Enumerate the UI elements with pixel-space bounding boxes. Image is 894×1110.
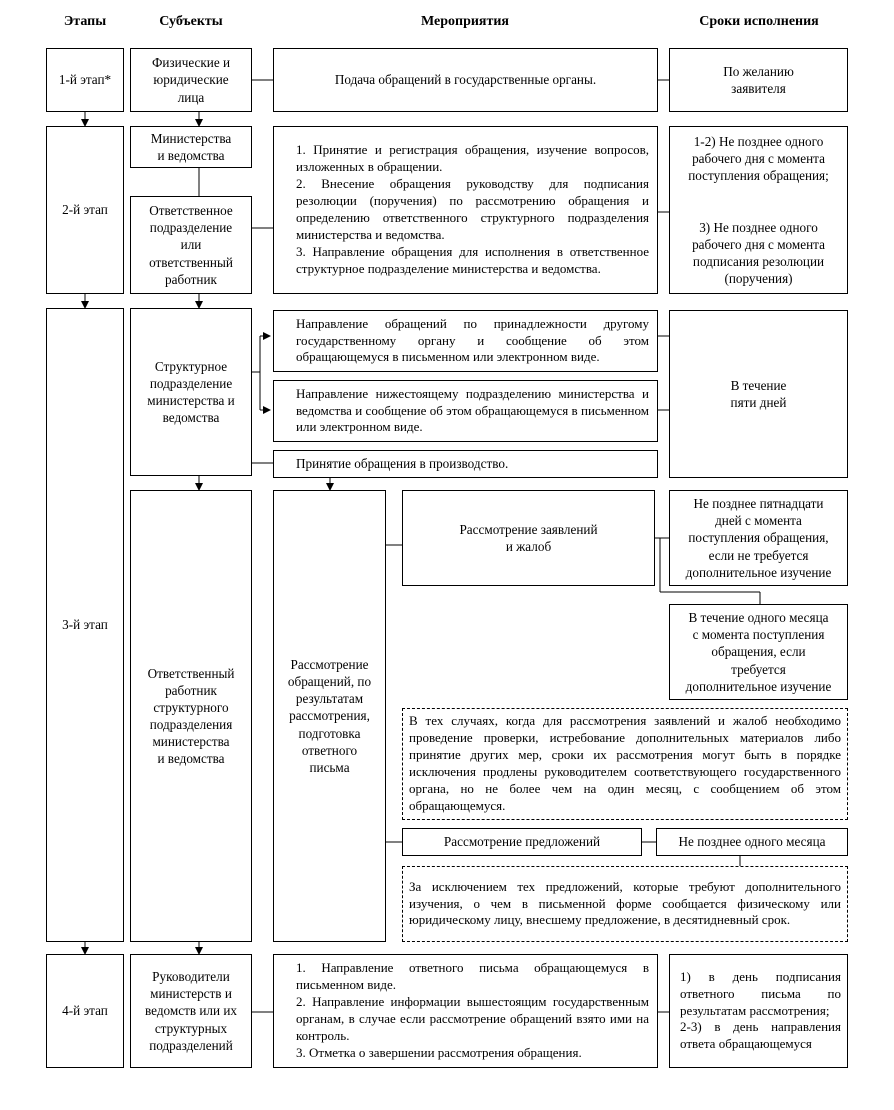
deadline-one-month-study: В течение одного месяца с момента поступления обращения, если требуется дополнительное изучение xyxy=(669,604,848,700)
deadline-five-days: В течение пяти дней xyxy=(669,310,848,478)
header-activities: Мероприятия xyxy=(420,14,510,29)
activity-send-reply: 1. Направление ответного письма обращающемуся в письменном виде. 2. Направление информации вышестоящим государственным органам, в случае если рассмотрение обращений взято ими на контроль. 3. Отметка о завершении рассмотрения обращения. xyxy=(273,954,658,1068)
subject-individuals: Физические и юридические лица xyxy=(130,48,252,112)
deadline-reply-day: 1) в день подписания ответного письма по результатам рассмотрения; 2-3) в день направления ответа обращающемуся xyxy=(669,954,848,1068)
activity-review-complaints: Рассмотрение заявлений и жалоб xyxy=(402,490,655,586)
stage-3: 3-й этап xyxy=(46,308,124,942)
header-subjects: Субъекты xyxy=(159,14,223,29)
activity-redirect-other-body: Направление обращений по принадлежности другому государственному органу и сообщение об этом обращающемуся в письменном или электронном виде. xyxy=(273,310,658,372)
deadline-applicant-wish: По желанию заявителя xyxy=(669,48,848,112)
header-stages: Этапы xyxy=(63,14,107,29)
activity-extension-note: В тех случаях, когда для рассмотрения заявлений и жалоб необходимо проведение проверки, истребование дополнительных материалов либо принятие других мер, сроки их рассмотрения могут быть в порядке исключения продлены руководителем соответствующего государственного органа, но не более чем на один месяц, с сообщением об этом обращающемуся. xyxy=(402,708,848,820)
subject-responsible-unit: Ответственное подразделение или ответственный работник xyxy=(130,196,252,294)
header-deadlines: Сроки исполнения xyxy=(699,14,819,29)
activity-review-proposals: Рассмотрение предложений xyxy=(402,828,642,856)
subject-responsible-worker: Ответственный работник структурного подразделения министерства и ведомства xyxy=(130,490,252,942)
activity-proposals-exception-note: За исключением тех предложений, которые требуют дополнительного изучения, о чем в письменной форме сообщается физическому или юридическому лицу, внесшему предложение, в десятидневный срок. xyxy=(402,866,848,942)
deadline-one-month: Не позднее одного месяца xyxy=(656,828,848,856)
stage-1: 1-й этап* xyxy=(46,48,124,112)
stage-4: 4-й этап xyxy=(46,954,124,1068)
subject-heads: Руководители министерств и ведомств или их структурных подразделений xyxy=(130,954,252,1068)
stage-2: 2-й этап xyxy=(46,126,124,294)
activity-registration: 1. Принятие и регистрация обращения, изучение вопросов, изложенных в обращении. 2. Внесение обращения руководству для подписания резолюции (поручения) по рассмотрению обращения и определению ответственного структурного подразделения министерства и ведомства. 3. Направление обращения для исполнения в ответственное структурное подразделение министерства и ведомства. xyxy=(273,126,658,294)
subject-ministries: Министерства и ведомства xyxy=(130,126,252,168)
activity-accept-into-work: Принятие обращения в производство. xyxy=(273,450,658,478)
activity-submission: Подача обращений в государственные органы. xyxy=(273,48,658,112)
activity-review-and-reply: Рассмотрение обращений, по результатам рассмотрения, подготовка ответного письма xyxy=(273,490,386,942)
activity-redirect-subordinate: Направление нижестоящему подразделению министерства и ведомства и сообщение об этом обращающемуся в письменном или электронном виде. xyxy=(273,380,658,442)
subject-structural-subdivision: Структурное подразделение министерства и ведомства xyxy=(130,308,252,476)
deadline-registration: 1-2) Не позднее одного рабочего дня с момента поступления обращения; 3) Не позднее одного рабочего дня с момента подписания резолюции (поручения) xyxy=(669,126,848,294)
deadline-fifteen-days: Не позднее пятнадцати дней с момента поступления обращения, если не требуется дополнительное изучение xyxy=(669,490,848,586)
